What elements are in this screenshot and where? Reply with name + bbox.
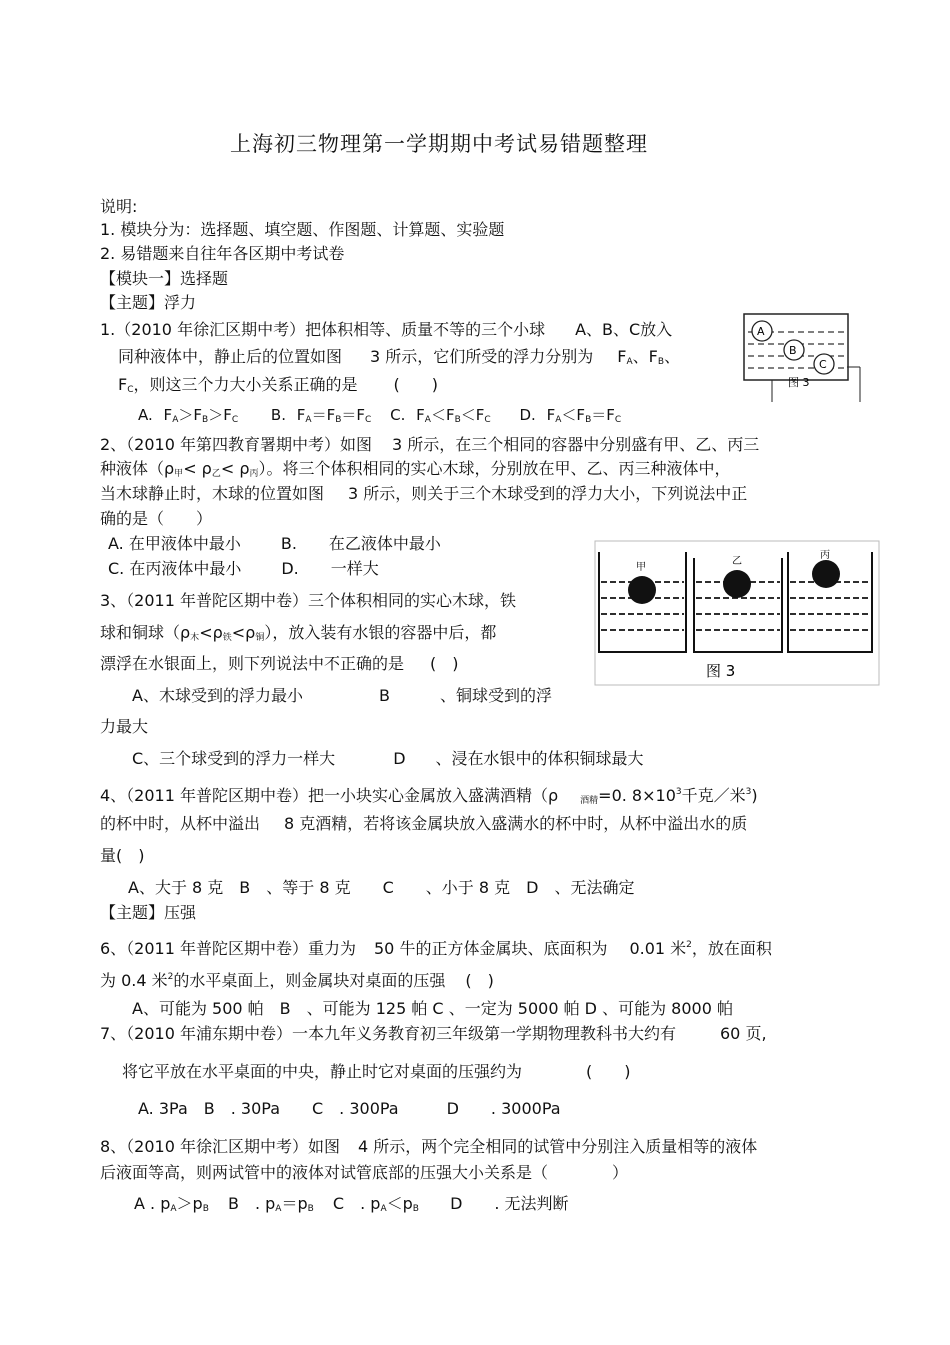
q8-sub: B (202, 1204, 209, 1214)
q1-text: F (617, 347, 627, 366)
q3-line-3 (100, 653, 459, 675)
q2-sub: 丙 (249, 469, 259, 479)
q8-sub: A (275, 1204, 282, 1214)
q6-line-2 (100, 966, 494, 992)
q3-text: ( ) (430, 654, 459, 673)
page-title: 上海初三物理第一学期期中考试易错题整理 (230, 132, 648, 156)
intro-item-2: 2. 易错题来自往年各区期中考试卷 (100, 244, 345, 263)
q8-text: 4 所示，两个完全相同的试管中分别注入质量相等的液体 (358, 1137, 758, 1156)
q3-options-row-1 (132, 685, 552, 707)
q3-sub: 木 (190, 633, 200, 643)
q4-text: 8 克酒精，若将该金属块放入盛满水的杯中时，从杯中溢出水的质 (284, 814, 748, 833)
q1-sub: C (127, 385, 134, 395)
q6-sup: 2 (167, 972, 174, 982)
cup-label-2: 乙 (732, 556, 742, 567)
q8-sub: A (380, 1204, 387, 1214)
q2-line-4: 确的是（ ） (100, 509, 213, 528)
q2-line-2 (100, 458, 731, 485)
q8-option-c: C . p (332, 1194, 381, 1213)
figure-three-balls (742, 312, 864, 404)
q6-text: 0.01 米 (629, 939, 687, 958)
q1-text: ，则这三个力大小关系正确的是 (133, 375, 358, 394)
q1-sub: A (626, 357, 633, 367)
q3-option-b-text: 、铜球受到的浮 (439, 686, 552, 705)
q7-line-1 (100, 1023, 767, 1045)
topic-heading: 【主题】浮力 (100, 293, 197, 312)
q4-sub: 酒精 (580, 796, 599, 806)
q2-option-d: D. (281, 559, 299, 578)
q6-line-1 (100, 934, 772, 960)
q2-text: 3 所示，在三个相同的容器中分别盛有甲、乙、丙三 (392, 435, 760, 454)
q1-text: 同种液体中，静止后的位置如图 (118, 347, 343, 366)
q2-text: < ρ (220, 459, 250, 478)
q2-text: 当木球静止时，木球的位置如图 (100, 484, 325, 503)
q2-line-3 (100, 483, 747, 505)
intro-item-1: 1. 模块分为：选择题、填空题、作图题、计算题、实验题 (100, 220, 505, 239)
q6-options: A、可能为 500 帕 B 、可能为 125 帕 C 、一定为 5000 帕 D 、可能为 8000 帕 (132, 999, 733, 1018)
q3-option-b: B (378, 686, 390, 705)
ball-c-label: C (819, 358, 827, 371)
q2-option-b: B. (280, 534, 297, 553)
q3-line-1: 3、（2011 年普陀区期中卷）三个体积相同的实心木球，铁 (100, 591, 516, 610)
q1-option-b: B. (270, 406, 286, 424)
q1-text: 1.（2010 年徐汇区期中考）把体积相等、质量不等的三个小球 (100, 320, 546, 339)
q3-sub: 铁 (222, 633, 232, 643)
q2-text: 种液体（ρ (100, 459, 175, 478)
figure-label: 图 3 (788, 376, 810, 389)
q4-sup: 3 (745, 787, 752, 797)
q1-text: ( ) (393, 375, 439, 394)
q7-text: 将它平放在水平桌面的中央，静止时它对桌面的压强约为 (122, 1062, 523, 1081)
q1-option-a: A. (138, 406, 153, 424)
intro-label: 说明: (100, 197, 138, 216)
q4-line-1 (100, 781, 758, 812)
q3-text: ），放入装有水银的容器中后，都 (264, 623, 497, 642)
q2-options-row-1 (108, 533, 441, 555)
q1-text: A、B、C放入 (575, 320, 673, 339)
q1-line-1 (100, 319, 672, 341)
q8-line-1 (100, 1136, 757, 1158)
q1-options: A. $F_A>F_B>F_C$ B. $F_A=F_B=F_C$ C. $F_A<F_B<F_C$ D. $F_A<F_B=F_C$ (138, 406, 622, 425)
q4-text: 千克／米 (681, 786, 746, 805)
q8-option-b: B . p (227, 1194, 276, 1213)
q1-option-c: C. (390, 406, 406, 424)
q3-line-2 (100, 622, 496, 649)
q2-sub: 甲 (174, 469, 184, 479)
q8-sub: B (412, 1204, 419, 1214)
q2-sub: 乙 (211, 469, 221, 479)
q6-text: 6、（2011 年普陀区期中卷）重力为 (100, 939, 356, 958)
q8-sub: B (307, 1204, 314, 1214)
q2-text: 3 所示，则关于三个木球受到的浮力大小，下列说法中正 (348, 484, 748, 503)
q8-text: 8、（2010 年徐汇区期中考）如图 (100, 1137, 340, 1156)
q1-text: 3 所示，它们所受的浮力分别为 (370, 347, 594, 366)
q6-text: ( ) (465, 971, 494, 990)
q1-option-d: D. (519, 406, 536, 424)
topic-heading: 【主题】压强 (100, 903, 197, 922)
q6-text: ，放在面积 (691, 939, 772, 958)
q8-option-d: D . 无法判断 (450, 1194, 569, 1213)
q3-option-d: D (393, 749, 406, 768)
q4-options: A、大于 8 克 B 、等于 8 克 C 、小于 8 克 D 、无法确定 (128, 878, 635, 897)
q3-sub: 铜 (255, 633, 265, 643)
q6-text: 为 0.4 米 (100, 971, 168, 990)
q1-sub: B (657, 357, 665, 367)
q8-options (134, 1193, 569, 1220)
q2-option-c: C. 在丙液体中最小 (108, 559, 242, 578)
q4-sup: 3 (675, 787, 682, 797)
cup-label-1: 甲 (636, 562, 646, 573)
q1-text: 、 (664, 347, 681, 366)
q6-text: 的水平桌面上，则金属块对桌面的压强 (173, 971, 446, 990)
q8-option-a: A . p (134, 1194, 171, 1213)
q7-text: 7、（2010 年浦东期中卷）一本九年义务教育初三年级第一学期物理教科书大约有 (100, 1024, 676, 1043)
figure-three-cups (594, 540, 880, 686)
q4-line-2 (100, 813, 747, 835)
q2-option-b-text: 在乙液体中最小 (328, 534, 441, 553)
q2-text: ）。将三个体积相同的实心木球，分别放在甲、乙、丙三种液体中， (258, 459, 731, 478)
q2-line-1 (100, 434, 759, 456)
q2-option-d-text: 一样大 (330, 559, 379, 578)
q3-text: <ρ (199, 623, 223, 642)
figure-label: 图 3 (706, 662, 736, 680)
q3-text: <ρ (231, 623, 256, 642)
q4-text: =0. 8×10 (598, 786, 676, 805)
ball-a-label: A (757, 325, 765, 338)
q3-options-row-2 (132, 748, 644, 770)
q7-text: ( ) (586, 1062, 631, 1081)
q6-text: 50 牛的正方体金属块、底面积为 (374, 939, 608, 958)
q2-text: 2、（2010 年第四教育署期中考）如图 (100, 435, 372, 454)
module-heading: 【模块一】选择题 (100, 269, 229, 288)
q2-option-a: A. 在甲液体中最小 (108, 534, 241, 553)
q4-line-3: 量( ) (100, 846, 145, 865)
q7-line-2 (122, 1061, 631, 1083)
q3-option-d-text: 、浸在水银中的体积铜球最大 (435, 749, 644, 768)
q3-option-b-continued: 力最大 (100, 717, 149, 736)
q2-text: < ρ (183, 459, 212, 478)
q1-line-3 (118, 374, 438, 401)
q7-text: 60 页, (720, 1024, 767, 1043)
q7-options: A. 3Pa B . 30Pa C . 300Pa D . 3000Pa (138, 1099, 561, 1118)
q3-text: 球和铜球（ρ (100, 623, 191, 642)
q1-line-2 (118, 346, 680, 373)
q4-text: 4、（2011 年普陀区期中卷）把一小块实心金属放入盛满酒精（ρ (100, 786, 559, 805)
ball-b-label: B (789, 344, 797, 357)
q4-text: 的杯中时，从杯中溢出 (100, 814, 261, 833)
q3-option-a: A、木球受到的浮力最小 (132, 686, 303, 705)
q8-text: ＞p (176, 1194, 203, 1213)
q8-line-2: 后液面等高，则两试管中的液体对试管底部的压强大小关系是（ ） (100, 1163, 629, 1182)
q1-text: 、F (632, 347, 658, 366)
q4-text: ) (751, 786, 758, 805)
q3-text: 漂浮在水银面上，则下列说法中不正确的是 (100, 654, 405, 673)
q8-text: ＜p (386, 1194, 413, 1213)
q3-option-c: C、三个球受到的浮力一样大 (132, 749, 336, 768)
q8-sub: A (170, 1204, 177, 1214)
q2-options-row-2 (108, 558, 379, 580)
q1-text: F (118, 375, 128, 394)
q6-sup: 2 (686, 940, 692, 950)
cup-label-3: 丙 (820, 550, 830, 561)
q8-text: ＝p (281, 1194, 308, 1213)
